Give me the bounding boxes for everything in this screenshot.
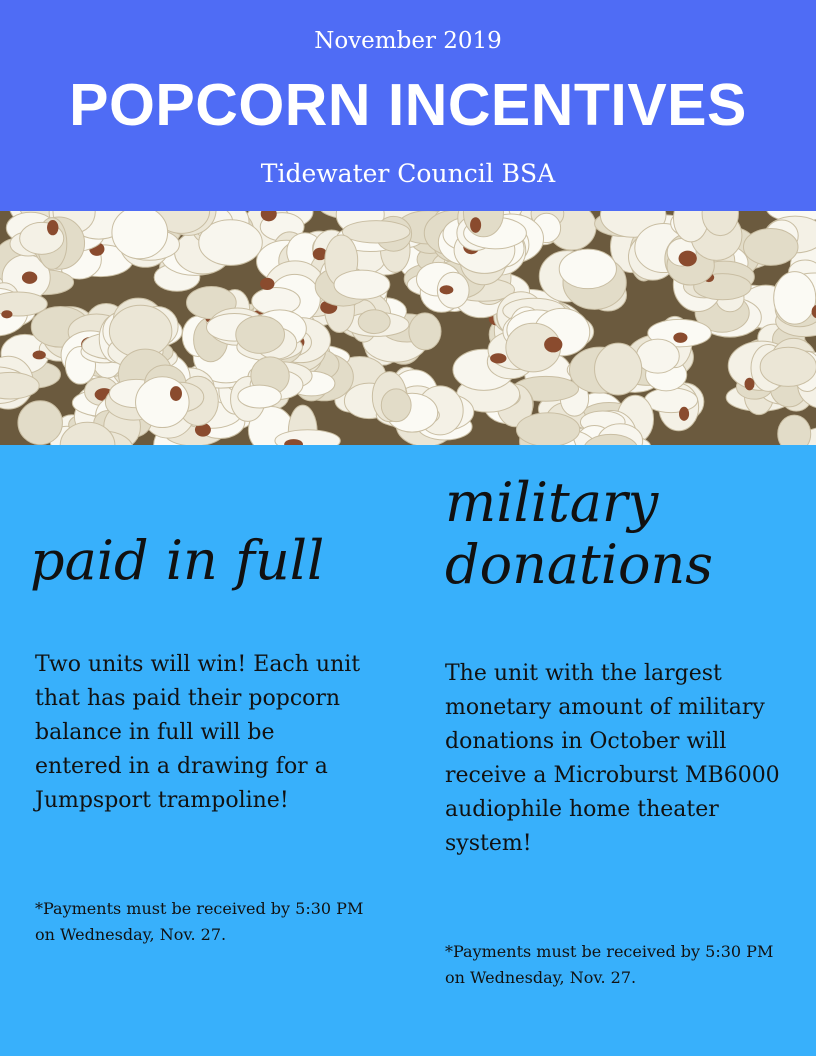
military-donations-heading-line2: donations [445,533,714,596]
military-donations-body: The unit with the largest monetary amount of military donations in October will receive a Microburst MB6000 audiophile home theater system! [445,661,780,856]
header-banner [0,0,816,211]
popcorn-photo [0,211,816,445]
military-donations-heading-line1: military [445,471,659,534]
paid-in-full-body: Two units will win! Each unit that has paid their popcorn balance in full will be entered in a drawing for a Jumpsport trampoline! [35,652,361,813]
organization-name: Tidewater Council BSA [260,159,556,188]
paid-in-full-note: *Payments must be received by 5:30 PM on Wednesday, Nov. 27. [35,899,364,944]
military-donations-heading [445,472,775,596]
popcorn-image [0,211,816,445]
page-title: POPCORN INCENTIVES [69,72,747,138]
popcorn-kernel [774,272,816,337]
military-donations-note: *Payments must be received by 5:30 PM on Wednesday, Nov. 27. [445,942,774,987]
issue-date: November 2019 [314,28,502,54]
paid-in-full-heading: paid in full [30,529,325,592]
